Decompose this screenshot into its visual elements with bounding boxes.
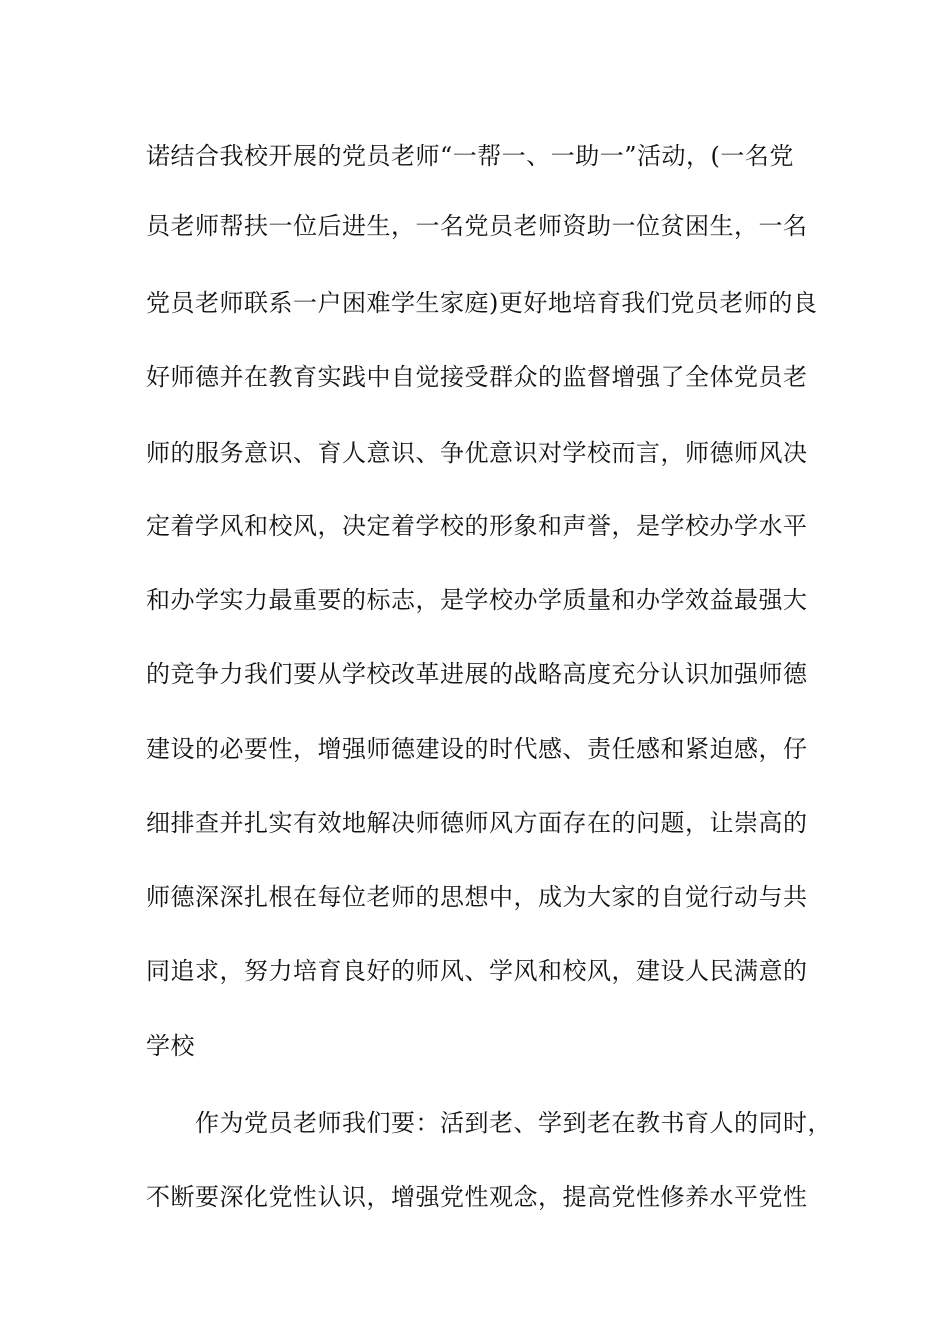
text-line: 定着学风和校风，决定着学校的形象和声誉，是学校办学水平 <box>146 512 808 540</box>
text-line: 的竞争力我们要从学校改革进展的战略高度充分认识加强师德 <box>146 660 808 688</box>
text-line: 不断要深化党性认识，增强党性观念，提高党性修养水平党性 <box>146 1183 808 1211</box>
text-line: 同追求，努力培育良好的师风、学风和校风，建设人民满意的 <box>146 957 808 985</box>
text-line: 作为党员老师我们要：活到老、学到老在教书育人的同时， <box>195 1109 832 1137</box>
text-line: 师德深深扎根在每位老师的思想中，成为大家的自觉行动与共 <box>146 883 808 911</box>
text-line: 员老师帮扶一位后进生，一名党员老师资助一位贫困生，一名 <box>146 212 808 240</box>
text-line: 党员老师联系一户困难学生家庭)更好地培育我们党员老师的良 <box>146 289 818 317</box>
text-line: 诺结合我校开展的党员老师“一帮一、一助一”活动，(一名党 <box>146 142 794 170</box>
text-line: 师的服务意识、育人意识、争优意识对学校而言，师德师风决 <box>146 439 808 467</box>
text-line: 学校 <box>146 1032 195 1060</box>
text-line: 和办学实力最重要的标志，是学校办学质量和办学效益最强大 <box>146 586 808 614</box>
text-line: 好师德并在教育实践中自觉接受群众的监督增强了全体党员老 <box>146 363 808 391</box>
text-line: 建设的必要性，增强师德建设的时代感、责任感和紧迫感，仔 <box>146 735 808 763</box>
text-line: 细排查并扎实有效地解决师德师风方面存在的问题，让崇高的 <box>146 809 808 837</box>
